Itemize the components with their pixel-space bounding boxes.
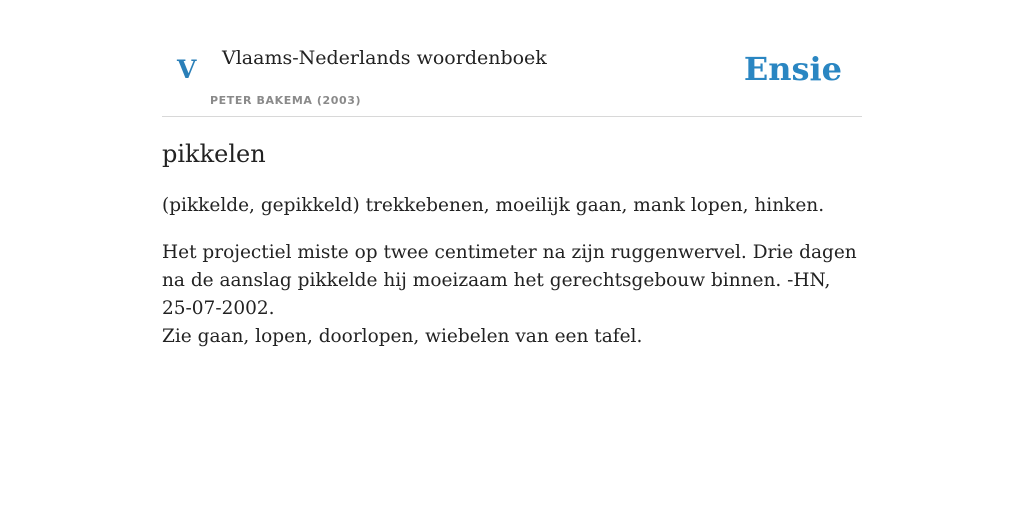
dictionary-page [162, 0, 862, 512]
dictionary-author: PETER BAKEMA (2003) [210, 94, 362, 107]
dictionary-title[interactable]: Vlaams-Nederlands woordenboek [222, 47, 547, 69]
dictionary-logo: V [177, 55, 197, 84]
dictionary-header [162, 0, 862, 117]
entry-see-also: Zie gaan, lopen, doorlopen, wiebelen van een tafel. [162, 326, 643, 347]
ensie-logo-link[interactable]: Ensie [743, 50, 842, 88]
entry-definition: (pikkelde, gepikkeld) trekkebenen, moeilijk gaan, mank lopen, hinken. [162, 195, 825, 216]
entry-example: Het projectiel miste op twee centimeter na zijn ruggenwervel. Drie dagen na de aanslag pikkelde hij moeizaam het gerechtsgebouw binnen. -HN, 25-07-2002. [162, 242, 857, 319]
entry-headword: pikkelen [162, 140, 266, 168]
